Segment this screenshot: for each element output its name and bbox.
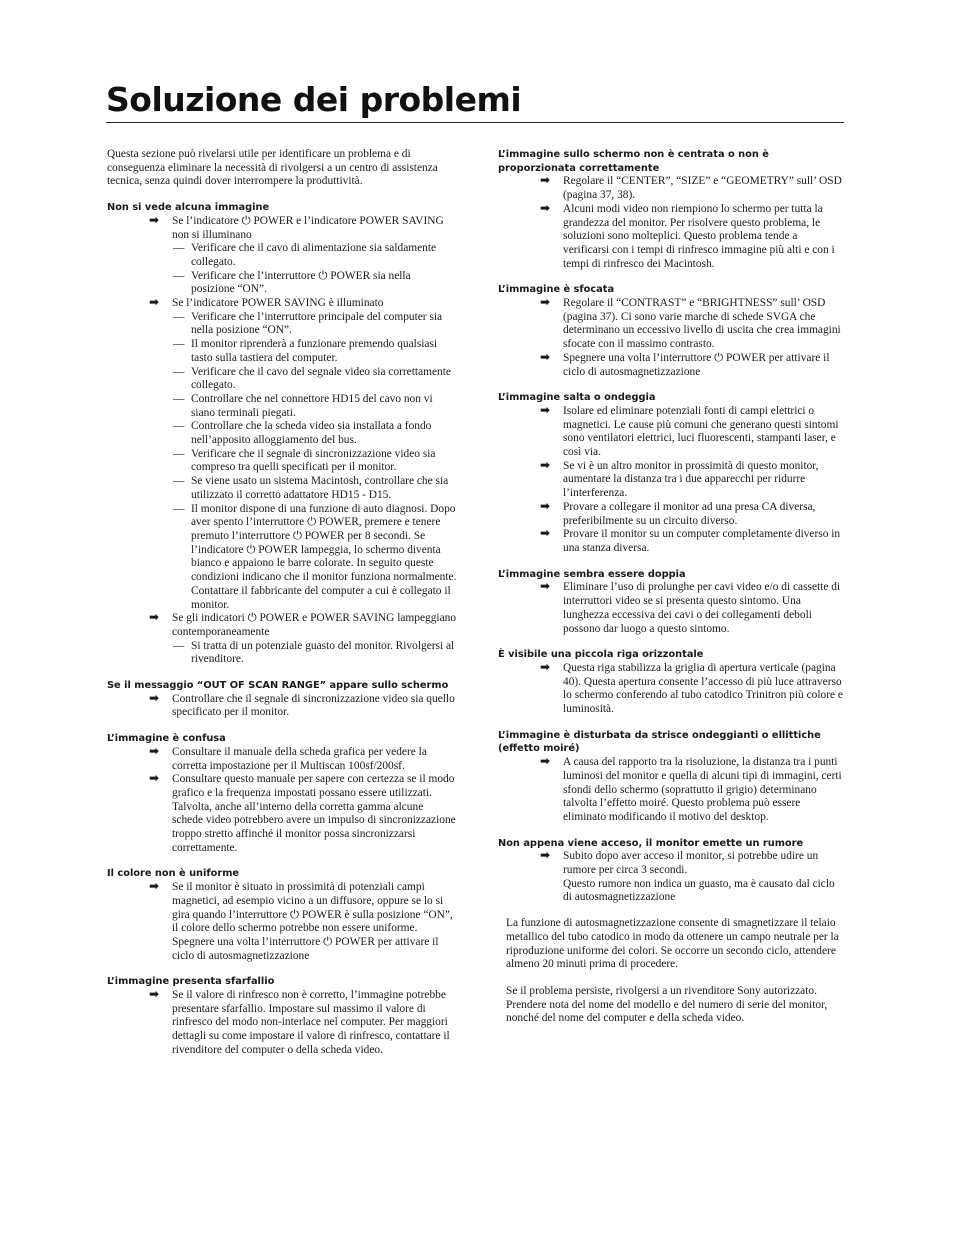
right-column	[498, 148, 846, 1026]
bullet-item: ➡ Subito dopo aver acceso il monitor, si potrebbe udire un rumore per circa 3 secondi.	[540, 848, 819, 877]
arrow-right-icon: ➡	[149, 879, 160, 894]
bullet-item: ➡ Questa riga stabilizza la griglia di apertura verticale (pagina 40). Questa apertura consente l’accesso di più luce attraverso lo schermo conferendo al tubo catodico Trinitron più colore e luminosità.	[540, 659, 843, 716]
sub-list	[107, 242, 457, 297]
sub-item: — Controllare che la scheda video sia installata a fondo nell’apposito alloggiamento del bus.	[173, 420, 432, 447]
arrow-right-icon: ➡	[149, 690, 160, 705]
section-not-centered	[498, 148, 846, 271]
bullet-item: ➡ Se il monitor è situato in prossimità di potenziali campi magnetici, ad esempio vicino a un diffusore, oppure se lo si gira quando l’interruttore ⏻ POWER è sulla posizione “ON”, il colore dello schermo potrebbe non essere uniforme.	[149, 879, 453, 935]
bullet-item: ➡ Provare il monitor su un computer completamente diverso in una stanza diversa.	[540, 526, 841, 554]
sub-item: — Verificare che il segnale di sincronizzazione video sia compreso tra quelli specificati per il monitor.	[173, 447, 436, 474]
section-image-confused	[107, 732, 457, 855]
arrow-right-icon: ➡	[540, 754, 551, 769]
section-heading: L’immagine presenta sfarfallio	[107, 976, 275, 988]
bullet-item: ➡ Consultare il manuale della scheda grafica per vedere la corretta impostazione per il Multiscan 100sf/200sf.	[149, 743, 427, 772]
section-heading: Non si vede alcuna immagine	[107, 202, 270, 214]
dash-icon: —	[173, 242, 185, 255]
section-heading: L’immagine sembra essere doppia	[498, 568, 686, 580]
section-out-of-scan-range	[107, 679, 457, 720]
arrow-right-icon: ➡	[540, 579, 551, 594]
dash-icon: —	[173, 447, 185, 460]
bullet-item: ➡ Isolare ed eliminare potenziali fonti di campi elettrici o magnetici. Le cause più comuni che generano questi sintomi sono ventilatori elettrici, luci fluorescenti, stampanti laser, e così via.	[540, 402, 839, 459]
arrow-right-icon: ➡	[149, 610, 160, 625]
bullet-item: ➡ A causa del rapporto tra la risoluzione, la distanza tra i punti luminosi del monitor e quella di alcuni tipi di immagini, certi sfondi dello schermo (soprattutto il grigio) determinano talvolta l’effetto moiré. Questo problema può essere eliminato modificando il motivo del desktop.	[540, 754, 842, 823]
dash-icon: —	[173, 420, 185, 433]
section-moire	[498, 729, 846, 825]
bullet-note: Questo rumore non indica un guasto, ma è causato dal ciclo di autosmagnetizzazione	[563, 877, 835, 904]
bullet-item: ➡ Se gli indicatori ⏻ POWER e POWER SAVING lampeggiano contemporaneamente	[149, 610, 457, 638]
bullet-item: ➡ Controllare che il segnale di sincronizzazione video sia quello specificato per il monitor.	[149, 690, 455, 719]
arrow-right-icon: ➡	[149, 212, 160, 227]
dash-icon: —	[173, 338, 185, 351]
bullet-item: ➡ Se l’indicatore ⏻ POWER e l’indicatore POWER SAVING non si illuminano	[149, 212, 444, 241]
section-heading: L’immagine è sfocata	[498, 284, 615, 296]
section-color-not-uniform	[107, 867, 457, 963]
sub-item: — Il monitor riprenderà a funzionare premendo qualsiasi tasto sulla tastiera del computer.	[173, 338, 438, 364]
intro-paragraph: Questa sezione può rivelarsi utile per identificare un problema e di conseguenza eliminare la necessità di rivolgersi a un centro di assistenza tecnica, senza quindi dover interrompere la produttività.	[107, 148, 438, 188]
bullet-item: ➡ Se il valore di rinfresco non è corretto, l’immagine potrebbe presentare sfarfallio. Impostare sul massimo il valore di rinfresco del modo non-interlace nel computer. Per maggiori dettagli su come impostare il valore di rinfresco, contattare il rivenditore del computer o della scheda video.	[149, 987, 450, 1056]
section-heading: L’immagine salta o ondeggia	[498, 392, 656, 404]
section-heading: È visibile una piccola riga orizzontale	[498, 649, 704, 661]
arrow-right-icon: ➡	[540, 295, 551, 310]
page-title: Soluzione dei problemi	[106, 80, 522, 119]
paragraph-degauss: La funzione di autosmagnetizzazione consente di smagnetizzare il telaio metallico del tubo catodico in modo da ottenere un campo neutrale per la riproduzione uniforme dei colori. Se occorre un secondo ciclo, attendere almeno 20 minuti prima di procedere.	[506, 917, 839, 971]
bullet-item: ➡ Regolare il “CONTRAST” e “BRIGHTNESS” sull’ OSD (pagina 37). Ci sono varie marche di schede SVGA che determinano un eccessivo livello di uscita che crea immagini sfocate con il massimo contrasto.	[540, 295, 841, 351]
dash-icon: —	[173, 310, 185, 323]
section-flicker	[107, 975, 457, 1057]
bullet-item: ➡ Regolare il “CENTER”, “SIZE” e “GEOMETRY” sull’ OSD (pagina 37, 38).	[540, 173, 842, 202]
section-blurry	[498, 283, 846, 379]
arrow-right-icon: ➡	[149, 743, 160, 758]
section-heading: L’immagine è confusa	[107, 733, 226, 745]
bullet-item: ➡ Alcuni modi video non riempiono lo schermo per tutta la grandezza del monitor. Per risolvere questo problema, le soluzioni sono molteplici. Questo problema tende a verificarsi con i tempi di rinfresco immagine più alti e con i tempi di rinfresco dei Macintosh.	[540, 200, 835, 270]
bullet-note: Spegnere una volta l’interruttore ⏻ POWER per attivare il ciclo di autosmagnetizzazione	[172, 935, 439, 962]
dash-icon: —	[173, 475, 185, 488]
arrow-right-icon: ➡	[540, 200, 551, 215]
paragraph-contact: Se il problema persiste, rivolgersi a un rivenditore Sony autorizzato. Prendere nota del nome del modello e del numero di serie del monitor, nonché del nome del computer e della scheda video.	[506, 984, 828, 1025]
section-heading: Non appena viene acceso, il monitor emette un rumore	[498, 837, 804, 849]
sub-list	[107, 311, 457, 612]
bullet-item: ➡ Se vi è un altro monitor in prossimità di questo monitor, aumentare la distanza tra i due apparecchi per ridurre l’interferenza.	[540, 457, 819, 500]
sub-item: — Verificare che il cavo di alimentazione sia saldamente collegato.	[173, 242, 437, 268]
sub-item: — Verificare che l’interruttore ⏻ POWER sia nella posizione “ON”.	[173, 269, 411, 296]
section-horizontal-line	[498, 648, 846, 717]
bullet-item: ➡ Spegnere una volta l’interruttore ⏻ POWER per attivare il ciclo di autosmagnetizzazione	[540, 349, 830, 378]
bullet-item: ➡ Se l’indicatore POWER SAVING è illuminato	[149, 295, 384, 310]
left-column	[107, 148, 457, 1070]
sub-item: — Il monitor dispone di una funzione di auto diagnosi. Dopo aver spento l’interruttore ⏻ POWER, premere e tenere premuto l’interruttore ⏻ POWER per 8 secondi. Se l’indicatore ⏻ POWER lampeggia, lo schermo diventa bianco e appaiono le barre colorate. In seguito queste condizioni indicano che il monitor funziona normalmente. Contattare il fabbricante del computer a cui è collegato il monitor.	[173, 502, 457, 611]
dash-icon: —	[173, 269, 185, 282]
bullet-item: ➡ Consultare questo manuale per sapere con certezza se il modo grafico e la frequenza impostati possano essere utilizzati. Talvolta, anche all’interno della corretta gamma alcune schede video potrebbero avere un impulso di sincronizzazione troppo stretto affinché il monitor possa sincronizzarsi correttamente.	[149, 771, 456, 854]
sub-list	[107, 640, 457, 667]
sub-item: — Verificare che il cavo del segnale video sia correttamente collegato.	[173, 365, 451, 392]
bullet-item: ➡ Eliminare l’uso di prolunghe per cavi video e/o di cassette di interruttori video se si presenta questo sintomo. Una lunghezza eccessiva dei cavi o dei collegamenti deboli possono dar luogo a questo sintomo.	[540, 579, 841, 635]
dash-icon: —	[173, 502, 185, 515]
section-ghosting	[498, 568, 846, 637]
section-heading: Se il messaggio “OUT OF SCAN RANGE” appare sullo schermo	[107, 680, 449, 692]
section-jumps-wavers	[498, 391, 846, 555]
arrow-right-icon: ➡	[540, 457, 551, 472]
sub-item: — Se viene usato un sistema Macintosh, controllare che sia utilizzato il corretto adattatore HD15 - D15.	[173, 475, 449, 501]
section-heading: L’immagine sullo schermo non è centrata o non è proporzionata correttamente	[498, 149, 769, 174]
sub-item: — Si tratta di un potenziale guasto del monitor. Rivolgersi al rivenditore.	[173, 639, 455, 666]
closing-notes	[498, 917, 846, 1026]
arrow-right-icon: ➡	[540, 526, 551, 541]
sub-item: — Controllare che nel connettore HD15 del cavo non vi siano terminali piegati.	[173, 392, 433, 419]
section-heading: L’immagine è disturbata da strisce ondeggianti o ellittiche (effetto moiré)	[498, 729, 821, 755]
section-heading: Il colore non è uniforme	[107, 868, 240, 880]
section-no-image	[107, 201, 457, 667]
arrow-right-icon: ➡	[540, 173, 551, 188]
arrow-right-icon: ➡	[540, 498, 551, 513]
dash-icon: —	[173, 639, 185, 652]
arrow-right-icon: ➡	[149, 295, 160, 310]
arrow-right-icon: ➡	[149, 987, 160, 1002]
sub-item: — Verificare che l’interruttore principale del computer sia nella posizione “ON”.	[173, 310, 443, 337]
arrow-right-icon: ➡	[149, 771, 160, 786]
arrow-right-icon: ➡	[540, 349, 551, 364]
section-noise	[498, 837, 846, 906]
arrow-right-icon: ➡	[540, 659, 551, 674]
bullet-item: ➡ Provare a collegare il monitor ad una presa CA diversa, preferibilmente su un circuito diverso.	[540, 498, 816, 527]
title-divider	[106, 122, 844, 123]
dash-icon: —	[173, 365, 185, 378]
arrow-right-icon: ➡	[540, 848, 551, 863]
dash-icon: —	[173, 392, 185, 405]
arrow-right-icon: ➡	[540, 402, 551, 417]
